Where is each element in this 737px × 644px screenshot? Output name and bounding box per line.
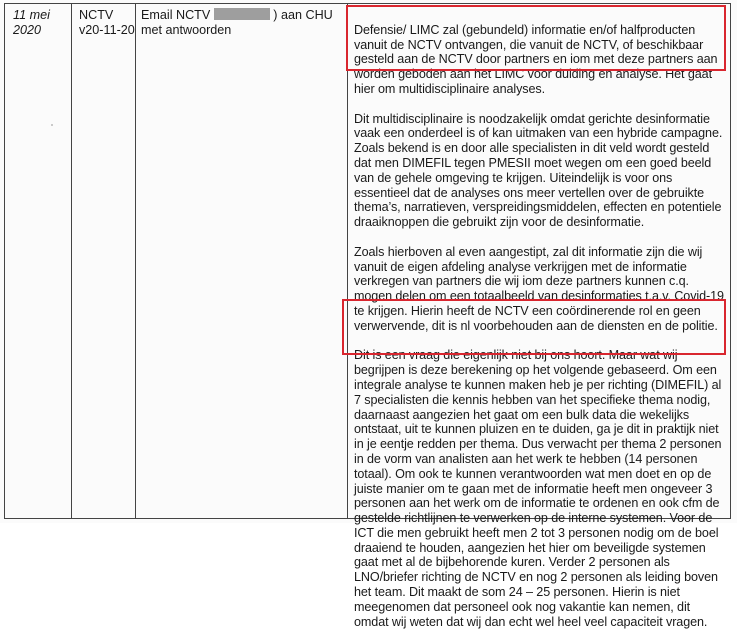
organisation-cell: [79, 8, 137, 38]
highlight-box-middle: [342, 299, 726, 355]
column-divider: [71, 4, 72, 518]
reference-number: v20-11-20: [79, 22, 135, 37]
organisation-name: NCTV: [79, 8, 114, 22]
column-divider: [347, 4, 348, 518]
subject-cell: [141, 8, 346, 38]
answer-paragraph: Dit is een vraag die eigenlijk niet bij ons hoort. Maar wat wij begrijpen is deze berekening op het volgende gebaseerd. Om een integrale analyse te kunnen maken heb je per richting (DIMEFIL) al 7 specialisten die kennis hebben van het specifieke thema nodig, daarnaast aangezien het gaat om een bulk data die wekelijks ontstaat, uit te kunnen pluizen en te duiden, ga je dit in praktijk niet in je eentje redden per thema. Dus verwacht per thema 2 personen in de vorm van analisten aan het werk te hebben (14 personen totaal). Om ook te kunnen verantwoorden wat men doet en op de juiste manier om te gaan met de informatie heeft men ongeveer 3 personen aan het werk om de informatie te ordenen en ook cfm de gestelde richtlijnen te verwerken op de interne systemen. Voor de ICT die men gebruikt heeft men 2 tot 3 personen nodig om de boel draaiend te houden, aangezien het hier om beveiligde systemen gaat met al de bijbehorende kuren. Verder 2 personen als LNO/briefer richting de NCTV en nog 2 personen als leiding boven het team. Dit maakt de som 24 – 25 personen. Hierin is niet meegenomen dat personeel ook nog vakantie kan nemen, dit omdat wij weten dat wij dan echt wel heel veel capaciteit vragen.: [354, 348, 722, 629]
answer-paragraph: Dit multidisciplinaire is noodzakelijk omdat gerichte desinformatie vaak een onderdeel is of kan uitmaken van een hybride campagne. Zoals bekend is en door alle specialisten in dit veld wordt gesteld dat men DIMEFIL tegen PMESII moet wegen om een goed beeld van de gehele omgeving te krijgen. Uiteindelijk is voor ons essentieel dat de analyses ons meer vertellen over de gebruikte thema’s, narratieven, verspreidingsmiddelen, effecten en potentiele draaiknoppen die gebruikt zijn voor de desinformatie.: [354, 111, 723, 230]
redaction-box: [214, 8, 270, 20]
subject-suffix: ) aan CHU met antwoorden: [141, 8, 333, 37]
answer-paragraph: Zoals hierboven al even aangestipt, zal dit informatie zijn die wij vanuit de eigen afdeling analyse verkrijgen met de informatie verkregen van partners die wij iom deze partners kunnen c.q. mogen delen om een totaalbeeld van desinformaties t.a.v. Covid-19 te krijgen. Hierin heeft de NCTV een coördinerende rol en geen verwervende, dit is nl voorbehouden aan de diensten en de politie.: [354, 244, 724, 333]
column-divider: [135, 4, 136, 518]
date-cell: 11 mei 2020: [13, 8, 50, 37]
answer-paragraph: Defensie/ LIMC zal (gebundeld) informatie en/of halfproducten vanuit de NCTV ontvangen, die vanuit de NCTV, of beschikbaar gesteld aan de NCTV door partners en iom met deze partners aan worden geboden aan het LIMC voor duiding en analyse. Het gaat hier om multidisciplinaire analyses.: [354, 22, 718, 96]
document-table: [4, 3, 731, 629]
highlight-box-top: [346, 5, 726, 71]
subject-prefix: Email NCTV: [141, 8, 211, 22]
scan-speck: [51, 124, 53, 126]
